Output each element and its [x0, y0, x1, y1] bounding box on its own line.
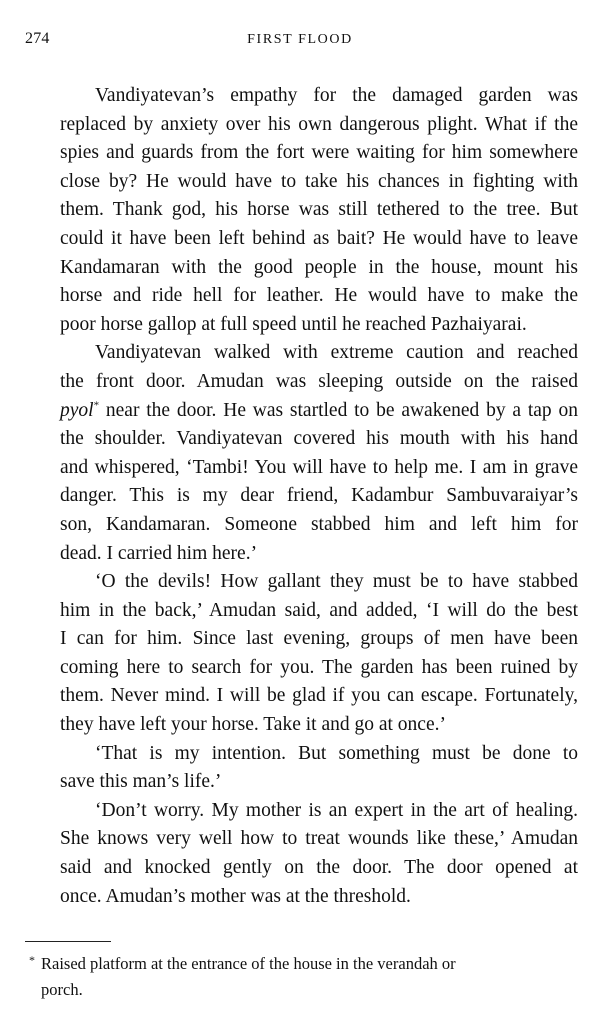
text-line: poor horse gallop at full speed until he reached Pazhaiyarai.: [60, 313, 527, 335]
text-line: close by? He would have to take his chances in fighting with: [60, 170, 578, 192]
footnote: [25, 951, 580, 1002]
text-line: the shoulder. Vandiyatevan covered his mouth with his hand: [60, 428, 578, 450]
footnote-divider: [25, 941, 111, 942]
page-number: 274: [25, 30, 50, 47]
text-line-with-footnote-ref: [25, 397, 578, 426]
italic-term-pyol: pyol: [60, 399, 94, 421]
text-line: the front door. Amudan was sleeping outside on the raised: [60, 370, 578, 392]
paragraph: [25, 339, 578, 568]
text-line: they have left your horse. Take it and go at once.’: [60, 714, 446, 736]
text-line-rest: near the door. He was startled to be awakened by a tap on: [99, 399, 578, 421]
text-line: ‘Don’t worry. My mother is an expert in the art of healing.: [95, 799, 578, 821]
text-line: Vandiyatevan walked with extreme caution and reached: [95, 342, 578, 364]
text-line: danger. This is my dear friend, Kadambur Sambuvaraiyar’s: [60, 485, 578, 507]
text-line: horse and ride hell for leather. He would have to make the: [60, 285, 578, 307]
text-line: could it have been left behind as bait? He would have to leave: [60, 227, 578, 249]
text-line: Vandiyatevan’s empathy for the damaged garden was: [95, 85, 578, 106]
text-line: once. Amudan’s mother was at the threshold.: [60, 885, 411, 907]
text-line: him in the back,’ Amudan said, and added, ‘I will do the best: [60, 599, 578, 621]
text-line: dead. I carried him here.’: [60, 542, 258, 564]
text-line: son, Kandamaran. Someone stabbed him and left him for: [60, 513, 578, 535]
footnote-line: Raised platform at the entrance of the house in the verandah or: [41, 954, 456, 973]
body-text: [25, 82, 578, 911]
text-line: said and knocked gently on the door. The door opened at: [60, 857, 578, 879]
text-line: spies and guards from the fort were waiting for him somewhere: [60, 142, 578, 164]
text-line: ‘That is my intention. But something must be done to: [95, 742, 578, 764]
footnote-line: porch.: [41, 979, 83, 999]
text-line: She knows very well how to treat wounds like these,’ Amudan: [60, 828, 578, 850]
paragraph: [25, 797, 578, 911]
paragraph: [25, 82, 578, 339]
footnote-mark: *: [29, 953, 35, 967]
text-line: Kandamaran with the good people in the house, mount his: [60, 256, 578, 278]
text-line: coming here to search for you. The garden has been ruined by: [60, 656, 578, 678]
text-line: I can for him. Since last evening, groups of men have been: [60, 628, 578, 650]
text-line: them. Thank god, his horse was still tethered to the tree. But: [60, 199, 578, 221]
running-head: FIRST FLOOD: [247, 32, 353, 47]
text-line: save this man’s life.’: [60, 771, 222, 793]
paragraph: [25, 740, 578, 797]
text-line: ‘O the devils! How gallant they must be to have stabbed: [95, 571, 578, 593]
text-line: and whispered, ‘Tambi! You will have to help me. I am in grave: [60, 456, 578, 478]
text-line: them. Never mind. I will be glad if you can escape. Fortunately,: [60, 685, 578, 707]
footnote-reference-mark: *: [93, 399, 100, 412]
text-line: replaced by anxiety over his own dangerous plight. What if the: [60, 113, 578, 135]
paragraph: [25, 568, 578, 740]
